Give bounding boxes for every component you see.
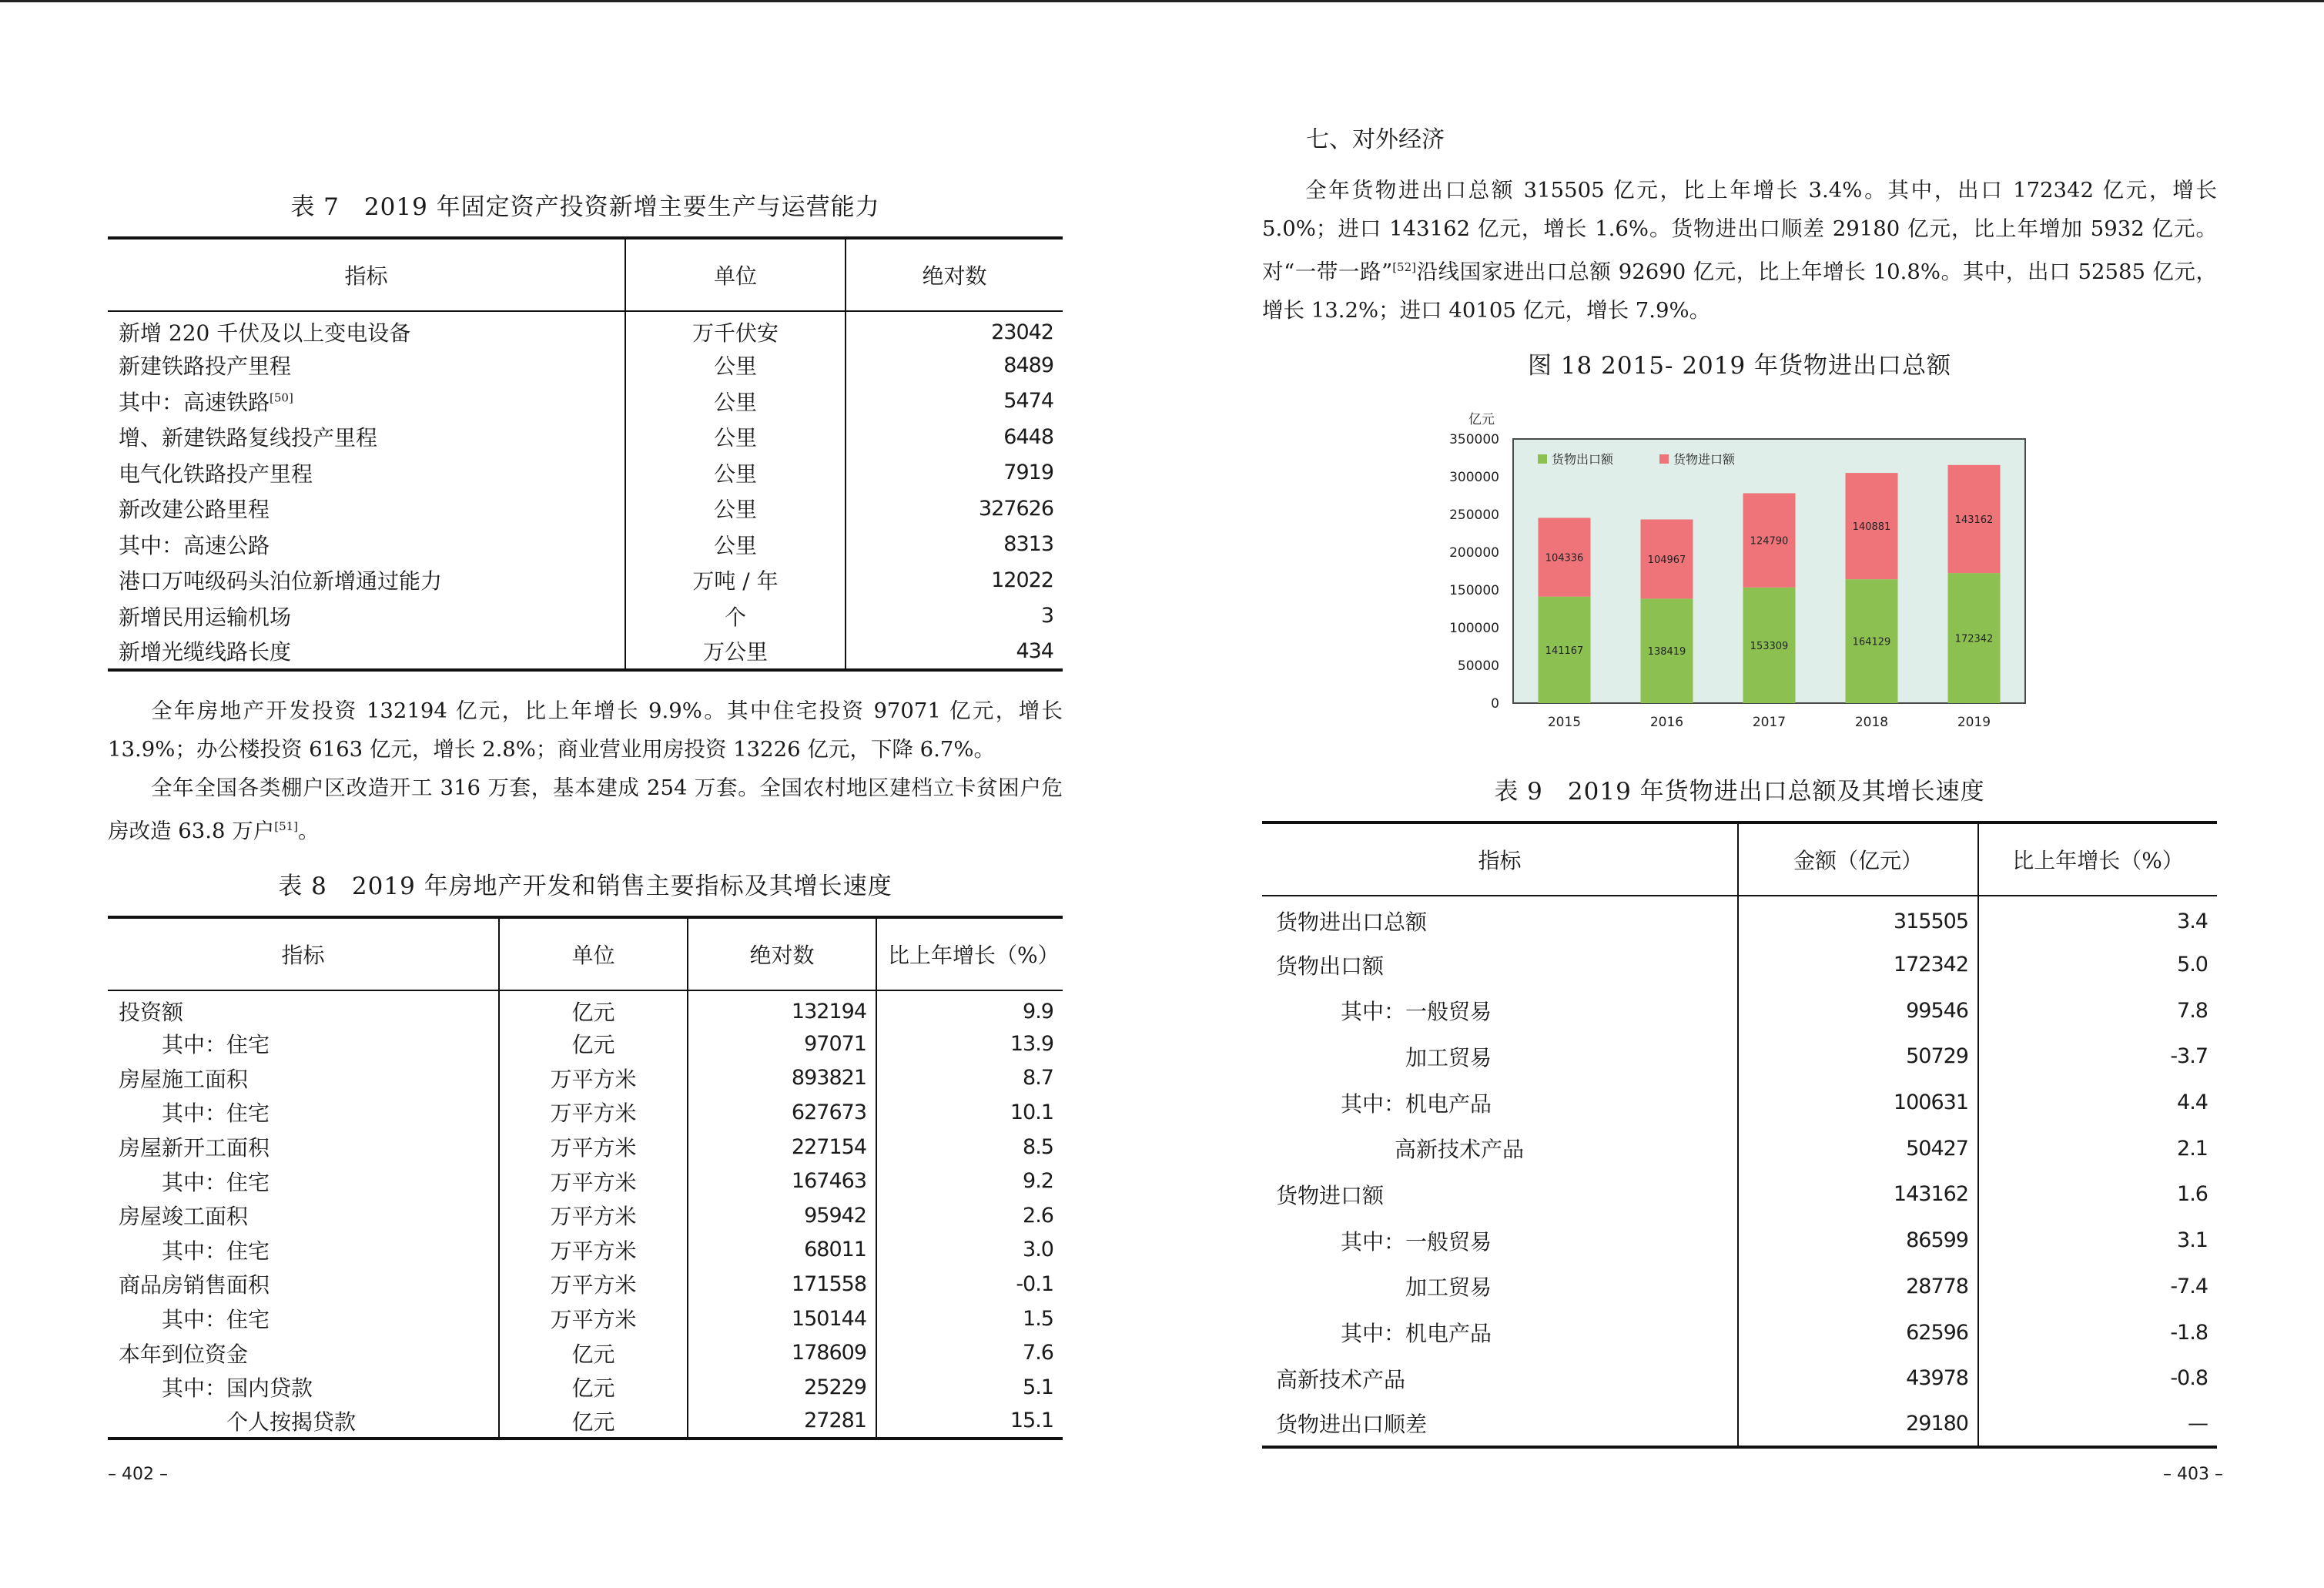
- table-cell: 4.4: [1978, 1080, 2217, 1126]
- table-header: 指标: [108, 238, 625, 311]
- table-cell: 62596: [1738, 1309, 1978, 1355]
- table-cell: 个: [625, 598, 846, 635]
- table-cell: 万平方米: [499, 1302, 688, 1336]
- table-cell: 12022: [846, 562, 1063, 598]
- paragraph-text: 全年全国各类棚户区改造开工 316 万套，基本建成 254 万套。全国农村地区建档立卡贫困户危房改造 63.8 万户: [108, 776, 1063, 844]
- table-cell: 万平方米: [499, 1095, 688, 1130]
- table-header: 比上年增长（%）: [1978, 822, 2217, 896]
- table-cell: 172342: [1738, 942, 1978, 988]
- table8-caption: 表 8 2019 年房地产开发和销售主要指标及其增长速度: [278, 873, 892, 900]
- paragraph-real-estate: 全年房地产开发投资 132194 亿元，比上年增长 9.9%。其中住宅投资 97071 亿元，增长 13.9%；办公楼投资 6163 亿元，增长 2.8%；商业营业用房投资 13226 亿元，下降 6.7%。: [108, 699, 1063, 762]
- table-cell: 8489: [846, 347, 1063, 384]
- y-tick-label: 250000: [1449, 508, 1499, 523]
- table-row: [108, 347, 1063, 384]
- table-cell: 亿元: [499, 1335, 688, 1370]
- table-row: [108, 455, 1063, 491]
- paragraph-text: 全年货物进出口总额 315505 亿元，比上年增长 3.4%。其中，出口 172342 亿元，增长 5.0%；进口 143162 亿元，增长 1.6%。货物进出口顺差 29180 亿元，比上年增加 5932 亿元。对“一带一路”: [1262, 178, 2217, 285]
- table-cell: 1.6: [1978, 1171, 2217, 1218]
- table-cell: 其中：住宅: [162, 1307, 270, 1333]
- table-cell: 房屋新开工面积: [119, 1135, 270, 1161]
- table-row: [1262, 1309, 2217, 1355]
- y-tick-label: 200000: [1449, 545, 1499, 561]
- table-cell: 其中：国内贷款: [162, 1375, 313, 1402]
- page-number: – 403 –: [2163, 1465, 2223, 1484]
- table-row: [108, 990, 1063, 1027]
- table-cell: 万平方米: [499, 1164, 688, 1198]
- table7: [108, 236, 1063, 672]
- table-cell: 个人按揭贷款: [108, 1405, 499, 1439]
- table-cell: 167463: [688, 1164, 876, 1198]
- table-cell: 万公里: [625, 634, 846, 670]
- table-cell: 万吨 / 年: [625, 562, 846, 598]
- table-row: [108, 1027, 1063, 1061]
- data-label: 172342: [1954, 633, 1994, 645]
- table-cell: 公里: [625, 347, 846, 384]
- table-header: 绝对数: [688, 917, 876, 990]
- table-row: [108, 491, 1063, 527]
- table-header-row: [108, 238, 1063, 311]
- table-cell: 投资额: [119, 1000, 184, 1025]
- table-cell: 9.9: [876, 990, 1063, 1027]
- table-row: [108, 1233, 1063, 1268]
- table-cell: 2.6: [876, 1198, 1063, 1233]
- table-cell: 627673: [688, 1095, 876, 1130]
- table-cell: -3.7: [1978, 1034, 2217, 1080]
- table-cell: 房屋竣工面积: [119, 1204, 249, 1230]
- table-row: [108, 1198, 1063, 1233]
- table-row: [1262, 1264, 2217, 1310]
- y-tick-label: 0: [1491, 696, 1499, 712]
- table-cell: 其中：高速铁路[50]: [119, 389, 293, 415]
- table-cell: 公里: [625, 527, 846, 563]
- table9: [1262, 821, 2217, 1449]
- table-cell: 房屋施工面积: [119, 1066, 249, 1092]
- data-label: 138419: [1647, 646, 1686, 658]
- table-header-row: [1262, 822, 2217, 896]
- legend-swatch: [1538, 454, 1547, 464]
- data-label: 153309: [1750, 640, 1789, 652]
- table-cell: 其中：高速公路: [119, 532, 270, 558]
- table-cell: 电气化铁路投产里程: [119, 461, 313, 487]
- table-cell: 新增民用运输机场: [119, 604, 292, 630]
- page-number: – 402 –: [108, 1465, 168, 1484]
- table-cell: 万千伏安: [625, 311, 846, 347]
- table-row: [1262, 1080, 2217, 1126]
- section-heading: 七、对外经济: [1306, 126, 1445, 153]
- x-tick-label: 2016: [1649, 715, 1684, 730]
- table-cell: 5474: [846, 384, 1063, 420]
- table-row: [108, 1164, 1063, 1198]
- table-cell: 公里: [625, 491, 846, 527]
- table-cell: 8313: [846, 527, 1063, 563]
- table-header: 指标: [108, 917, 499, 990]
- data-label: 143162: [1954, 514, 1994, 526]
- table-cell: 商品房销售面积: [119, 1272, 270, 1298]
- footnote-ref: [51]: [274, 819, 299, 833]
- table-cell: 5.1: [876, 1370, 1063, 1405]
- table-cell: 327626: [846, 491, 1063, 527]
- table-cell: 68011: [688, 1233, 876, 1268]
- table-cell: 100631: [1738, 1080, 1978, 1126]
- table-cell: 亿元: [499, 1027, 688, 1061]
- table-cell: 万平方米: [499, 1233, 688, 1268]
- trade-chart: [1430, 407, 2046, 738]
- table-cell: 其中：机电产品: [1341, 1090, 1492, 1117]
- paragraph-housing: [108, 769, 1063, 850]
- table-cell: 50427: [1738, 1125, 1978, 1171]
- table-row: [108, 1370, 1063, 1405]
- table-cell: 新建铁路投产里程: [119, 353, 292, 380]
- table-cell: 新增 220 千伏及以上变电设备: [119, 320, 411, 346]
- table-cell: 8.7: [876, 1061, 1063, 1096]
- table-cell: 95942: [688, 1198, 876, 1233]
- table8: [108, 916, 1063, 1440]
- paragraph-text-cont: 沿线国家进出口总额 92690 亿元，比上年增长 10.8%。其中，出口 52585 亿元，增长 13.2%；进口 40105 亿元，增长 7.9%。: [1262, 260, 2218, 323]
- table-cell: —: [1978, 1402, 2217, 1448]
- table-row: [108, 634, 1063, 670]
- table-cell: 公里: [625, 455, 846, 491]
- table-cell: 其中：住宅: [162, 1169, 270, 1195]
- table-row: [1262, 1355, 2217, 1402]
- table-cell: 434: [846, 634, 1063, 670]
- x-tick-label: 2019: [1957, 715, 1991, 730]
- table-row: [1262, 987, 2217, 1034]
- table-cell: 5.0: [1978, 942, 2217, 988]
- table-cell: 3.4: [1978, 896, 2217, 942]
- table-cell: 171558: [688, 1267, 876, 1302]
- table-cell: 本年到位资金: [119, 1341, 249, 1367]
- table-row: [108, 1061, 1063, 1096]
- table-cell: 7.6: [876, 1335, 1063, 1370]
- y-tick-label: 300000: [1449, 470, 1499, 485]
- table-cell: 3.0: [876, 1233, 1063, 1268]
- table-cell: 13.9: [876, 1027, 1063, 1061]
- table-row: [1262, 1171, 2217, 1218]
- table-cell: 万平方米: [499, 1130, 688, 1164]
- table-header: 比上年增长（%）: [876, 917, 1063, 990]
- table-row: [108, 598, 1063, 635]
- table-header: 金额（亿元）: [1738, 822, 1978, 896]
- table-cell: 公里: [625, 384, 846, 420]
- table-cell: 15.1: [876, 1405, 1063, 1439]
- y-tick-label: 100000: [1449, 621, 1499, 636]
- y-axis-unit: 亿元: [1468, 412, 1495, 427]
- table-header: 绝对数: [846, 238, 1063, 311]
- table-cell: 28778: [1738, 1264, 1978, 1310]
- data-label: 124790: [1750, 535, 1789, 548]
- table-cell: -7.4: [1978, 1264, 2217, 1310]
- table-header: 指标: [1262, 822, 1738, 896]
- table-cell: 货物进出口顺差: [1262, 1402, 1738, 1448]
- table-cell: 227154: [688, 1130, 876, 1164]
- paragraph-foreign-trade: [1262, 171, 2217, 330]
- table-row: [108, 1267, 1063, 1302]
- table-cell: 货物出口额: [1276, 953, 1385, 979]
- table-cell: -1.8: [1978, 1309, 2217, 1355]
- data-label: 164129: [1852, 636, 1891, 648]
- table-row: [108, 311, 1063, 347]
- x-tick-label: 2018: [1854, 715, 1889, 730]
- table-cell: 亿元: [499, 1370, 688, 1405]
- table-cell: 86599: [1738, 1218, 1978, 1264]
- table-cell: 万平方米: [499, 1198, 688, 1233]
- table-cell: 1.5: [876, 1302, 1063, 1336]
- table-row: [108, 1095, 1063, 1130]
- table-row: [1262, 1034, 2217, 1080]
- figure-caption: 图 18 2015- 2019 年货物进出口总额: [1527, 352, 1952, 380]
- table-cell: 3: [846, 598, 1063, 635]
- table-cell: 7.8: [1978, 987, 2217, 1034]
- table-header: 单位: [499, 917, 688, 990]
- table-row: [108, 1302, 1063, 1336]
- table-cell: 其中：住宅: [162, 1238, 270, 1264]
- table-cell: 新改建公路里程: [119, 497, 270, 523]
- table-cell: 132194: [688, 990, 876, 1027]
- footnote-ref: [50]: [270, 390, 293, 405]
- table-cell: 6448: [846, 419, 1063, 455]
- table-cell: 港口万吨级码头泊位新增通过能力: [119, 568, 443, 595]
- table-row: [1262, 1402, 2217, 1448]
- table-row: [108, 1130, 1063, 1164]
- table-cell: 97071: [688, 1027, 876, 1061]
- table-cell: 893821: [688, 1061, 876, 1096]
- table-cell: -0.8: [1978, 1355, 2217, 1402]
- table-cell: 7919: [846, 455, 1063, 491]
- table-row: [1262, 896, 2217, 942]
- x-tick-label: 2015: [1547, 715, 1582, 730]
- table-cell: 25229: [688, 1370, 876, 1405]
- table-cell: 高新技术产品: [1395, 1137, 1525, 1163]
- x-tick-label: 2017: [1752, 715, 1787, 730]
- table-cell: 178609: [688, 1335, 876, 1370]
- paragraph-end: 。: [298, 819, 320, 844]
- table-header: 单位: [625, 238, 846, 311]
- legend-label: 货物进口额: [1673, 452, 1736, 467]
- y-tick-label: 350000: [1449, 432, 1499, 447]
- table-row: [108, 1405, 1063, 1439]
- y-tick-label: 50000: [1457, 658, 1499, 674]
- table-cell: 新增光缆线路长度: [108, 634, 625, 670]
- table-row: [108, 384, 1063, 420]
- table-cell: 其中：住宅: [162, 1101, 270, 1127]
- table-row: [108, 1335, 1063, 1370]
- y-tick-label: 150000: [1449, 583, 1499, 598]
- table-row: [1262, 942, 2217, 988]
- table-cell: 3.1: [1978, 1218, 2217, 1264]
- table-header-row: [108, 917, 1063, 990]
- table-cell: 50729: [1738, 1034, 1978, 1080]
- right-page: [1162, 0, 2324, 1588]
- table-cell: 加工贸易: [1405, 1044, 1492, 1070]
- data-label: 104967: [1647, 554, 1686, 566]
- table-cell: 增、新建铁路复线投产里程: [119, 425, 378, 451]
- table-cell: 其中：住宅: [162, 1032, 270, 1058]
- table-cell: 9.2: [876, 1164, 1063, 1198]
- table-cell: 万平方米: [499, 1061, 688, 1096]
- table-cell: 货物进出口总额: [1276, 910, 1428, 936]
- table-row: [1262, 1218, 2217, 1264]
- footnote-ref: [52]: [1392, 260, 1416, 274]
- table-cell: 315505: [1738, 896, 1978, 942]
- table-cell: 公里: [625, 419, 846, 455]
- table-cell: 27281: [688, 1405, 876, 1439]
- table7-caption: 表 7 2019 年固定资产投资新增主要生产与运营能力: [290, 193, 880, 221]
- table-cell: 23042: [846, 311, 1063, 347]
- table-row: [108, 419, 1063, 455]
- table-row: [1262, 1125, 2217, 1171]
- table-cell: 10.1: [876, 1095, 1063, 1130]
- legend-label: 货物出口额: [1552, 452, 1614, 467]
- table-cell: 亿元: [499, 1405, 688, 1439]
- table-cell: 亿元: [499, 990, 688, 1027]
- table-cell: -0.1: [876, 1267, 1063, 1302]
- table-cell: 99546: [1738, 987, 1978, 1034]
- table-cell: 货物进口额: [1276, 1182, 1385, 1208]
- data-label: 104336: [1545, 552, 1584, 565]
- table-cell: 万平方米: [499, 1267, 688, 1302]
- table-cell: 其中：机电产品: [1341, 1321, 1492, 1347]
- legend-swatch: [1659, 454, 1669, 464]
- data-label: 140881: [1852, 521, 1891, 534]
- table-row: [108, 527, 1063, 563]
- table-cell: 43978: [1738, 1355, 1978, 1402]
- table-row: [108, 562, 1063, 598]
- data-label: 141167: [1545, 645, 1584, 657]
- table-cell: 其中：一般贸易: [1341, 999, 1492, 1025]
- table-cell: 高新技术产品: [1276, 1366, 1406, 1392]
- table-cell: 150144: [688, 1302, 876, 1336]
- table-cell: 加工贸易: [1405, 1275, 1492, 1301]
- table-cell: 其中：一般贸易: [1341, 1228, 1492, 1255]
- table-cell: 29180: [1738, 1402, 1978, 1448]
- table-cell: 8.5: [876, 1130, 1063, 1164]
- table9-caption: 表 9 2019 年货物进出口总额及其增长速度: [1494, 778, 1985, 806]
- table-cell: 2.1: [1978, 1125, 2217, 1171]
- table-cell: 143162: [1738, 1171, 1978, 1218]
